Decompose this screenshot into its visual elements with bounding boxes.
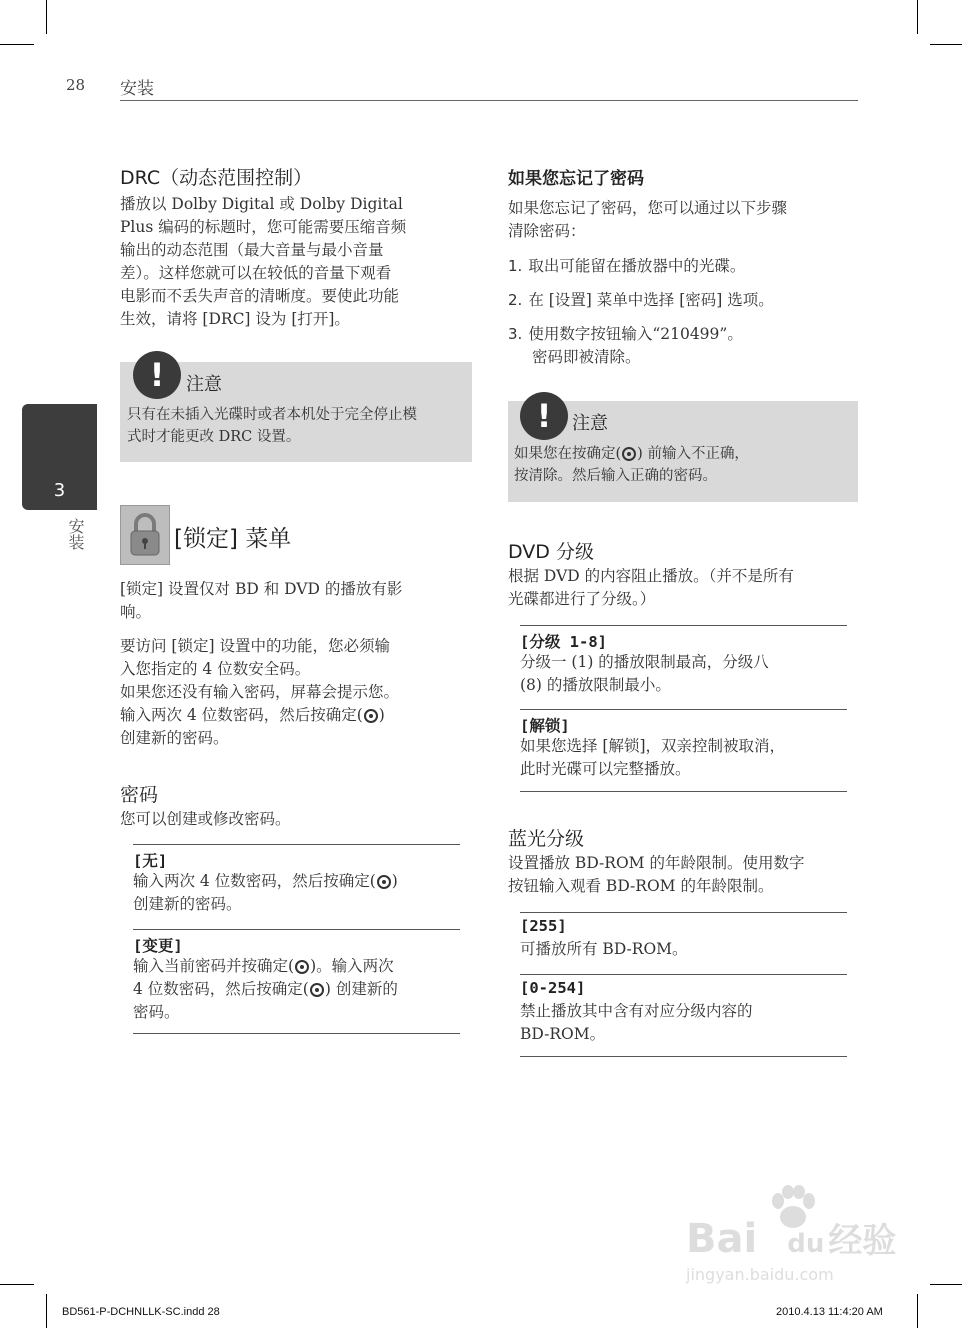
table-rule bbox=[520, 912, 847, 913]
option-rating-title: [分级 1-8] bbox=[520, 633, 607, 651]
bd-rating-heading: 蓝光分级 bbox=[508, 828, 585, 850]
option-none-desc: 输入两次 4 位数密码，然后按确定( ) 创建新的密码。 bbox=[133, 872, 398, 913]
chapter-label: 安装 bbox=[66, 518, 85, 550]
table-rule bbox=[133, 929, 460, 930]
table-rule bbox=[520, 709, 847, 710]
header-rule bbox=[120, 100, 858, 101]
dvd-rating-desc: 根据 DVD 的内容阻止播放。（并不是所有 光碟都进行了分级。） bbox=[508, 567, 794, 608]
page-number: 28 bbox=[66, 76, 86, 94]
forgot-heading: 如果您忘记了密码 bbox=[508, 169, 644, 189]
watermark bbox=[686, 1185, 916, 1285]
bd-rating-desc: 设置播放 BD-ROM 的年龄限制。使用数字 按钮输入观看 BD-ROM 的年龄限制。 bbox=[508, 854, 805, 895]
lock-menu-para2: 要访问 [锁定] 设置中的功能，您必须输 入您指定的 4 位数安全码。 如果您还没有输入密码，屏幕会提示您。 输入两次 4 位数密码，然后按确定( ) 创建新的密码。 bbox=[120, 637, 400, 747]
section-title: 安装 bbox=[120, 79, 154, 99]
crop-mark bbox=[0, 1284, 34, 1285]
watermark-brand: Bai bbox=[686, 1216, 758, 1262]
option-change-title: [变更] bbox=[133, 937, 183, 955]
watermark-cn: 经验 bbox=[828, 1221, 897, 1261]
option-none-title: [无] bbox=[133, 852, 168, 870]
option-0-254-desc: 禁止播放其中含有对应分级内容的 BD-ROM。 bbox=[520, 1002, 753, 1043]
password-desc: 您可以创建或修改密码。 bbox=[120, 810, 291, 828]
option-unlock-title: [解锁] bbox=[520, 717, 570, 735]
lock-icon bbox=[120, 505, 170, 565]
note-title: 注意 bbox=[572, 413, 608, 434]
crop-mark bbox=[917, 0, 918, 34]
option-rating-desc: 分级一 (1) 的播放限制最高，分级八 (8) 的播放限制最小。 bbox=[520, 653, 769, 694]
crop-mark bbox=[930, 1284, 962, 1285]
chapter-number: 3 bbox=[53, 480, 66, 501]
table-rule bbox=[520, 625, 847, 626]
table-rule bbox=[133, 844, 460, 845]
note-title: 注意 bbox=[186, 374, 222, 395]
lock-menu-heading: [锁定] 菜单 bbox=[174, 526, 292, 552]
crop-mark bbox=[930, 44, 962, 45]
watermark-url: jingyan.baidu.com bbox=[686, 1265, 834, 1284]
table-rule bbox=[133, 1033, 460, 1034]
list-item: 2. 在 [设置] 菜单中选择 [密码] 选项。 bbox=[508, 291, 774, 309]
warning-icon: ! bbox=[520, 392, 568, 440]
lock-menu-para1: [锁定] 设置仅对 BD 和 DVD 的播放有影 响。 bbox=[120, 580, 403, 621]
enter-icon bbox=[295, 960, 309, 974]
dvd-rating-heading: DVD 分级 bbox=[508, 541, 594, 563]
option-255-title: [255] bbox=[520, 917, 567, 935]
crop-mark bbox=[0, 44, 34, 45]
drc-body: 播放以 Dolby Digital 或 Dolby Digital Plus 编码的标题时，您可能需要压缩音频 输出的动态范围（最大音量与最小音量 差）。这样您就可以在较低的音量下观看 电影而不丢失声音的清晰度。要使此功能 生效，请将 [DRC] 设为 [打开]。 bbox=[120, 195, 407, 328]
option-255-desc: 可播放所有 BD-ROM。 bbox=[520, 940, 688, 958]
note-text: 只有在未插入光碟时或者本机处于完全停止模 式时才能更改 DRC 设置。 bbox=[127, 407, 417, 445]
password-heading: 密码 bbox=[120, 784, 159, 806]
drc-heading: DRC（动态范围控制） bbox=[120, 167, 313, 189]
option-change-desc: 输入当前密码并按确定( )。输入两次 4 位数密码，然后按确定( ) 创建新的 密码。 bbox=[133, 957, 398, 1021]
warning-icon: ! bbox=[133, 351, 181, 399]
table-rule bbox=[520, 1056, 847, 1057]
footer-timestamp: 2010.4.13 11:4:20 AM bbox=[776, 1306, 883, 1318]
enter-icon bbox=[364, 709, 378, 723]
watermark-brand-suffix: du bbox=[787, 1229, 825, 1259]
option-unlock-desc: 如果您选择 [解锁]，双亲控制被取消， 此时光碟可以完整播放。 bbox=[520, 737, 786, 778]
list-item: 3. 使用数字按钮输入“210499”。 bbox=[508, 325, 743, 343]
list-item: 1. 取出可能留在播放器中的光碟。 bbox=[508, 257, 746, 275]
forgot-intro: 如果您忘记了密码，您可以通过以下步骤 清除密码： bbox=[508, 199, 788, 240]
crop-mark bbox=[917, 1294, 918, 1328]
table-rule bbox=[520, 791, 847, 792]
footer-file: BD561-P-DCHNLLK-SC.indd 28 bbox=[62, 1306, 220, 1318]
enter-icon bbox=[377, 875, 391, 889]
enter-icon bbox=[310, 983, 324, 997]
crop-mark bbox=[46, 1294, 47, 1328]
note-text: 如果您在按确定( ) 前输入不正确， 按清除。然后输入正确的密码。 bbox=[514, 446, 749, 484]
crop-mark bbox=[46, 0, 47, 34]
option-0-254-title: [0-254] bbox=[520, 979, 586, 997]
table-rule bbox=[520, 974, 847, 975]
forgot-steps: 1. 取出可能留在播放器中的光碟。 2. 在 [设置] 菜单中选择 [密码] 选项。 3. 使用数字按钮输入“210499”。 密码即被清除。 bbox=[508, 255, 858, 369]
enter-icon bbox=[622, 447, 636, 461]
